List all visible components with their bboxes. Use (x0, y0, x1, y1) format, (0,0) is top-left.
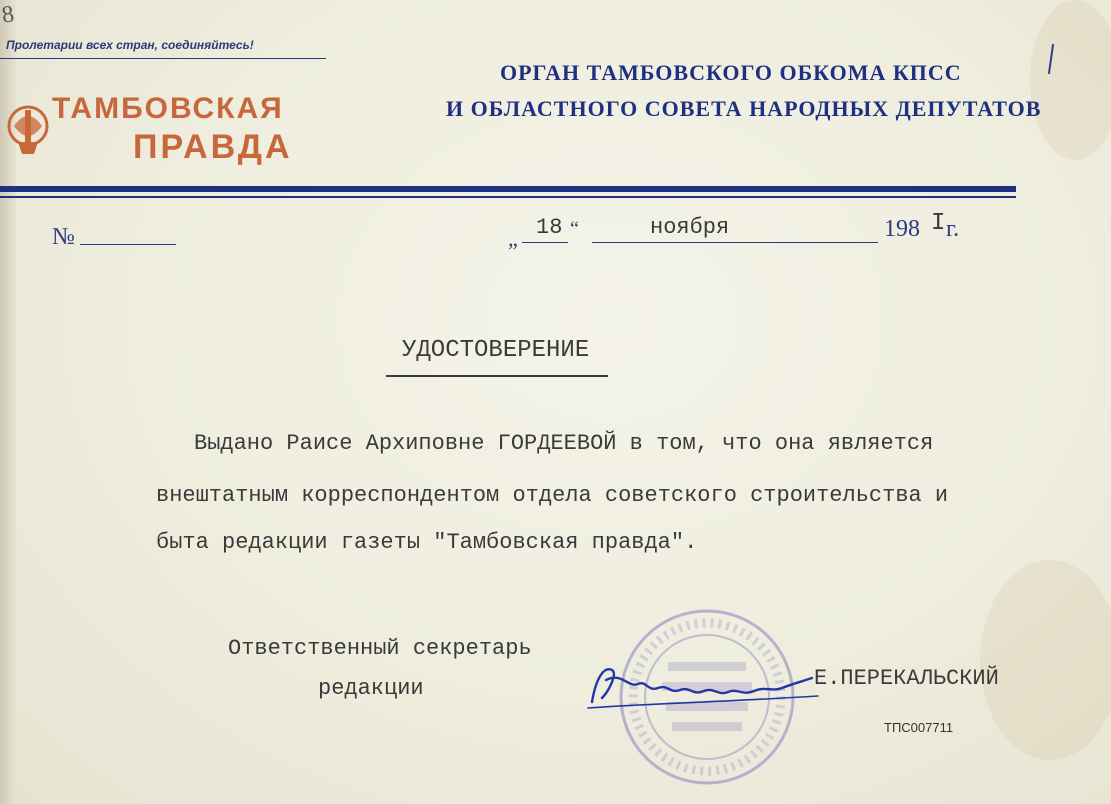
title-underline (386, 375, 608, 377)
signatory-title-line2: редакции (318, 676, 424, 701)
date-year-prefix: 198 (884, 216, 920, 242)
date-day-line (522, 242, 568, 243)
date-day: 18 (536, 215, 563, 240)
logo-text-line1: ТАМБОВСКАЯ (52, 92, 284, 125)
date-month-line (592, 242, 878, 243)
header-rule (0, 186, 1016, 192)
logo-text-line2: ПРАВДА (133, 128, 293, 166)
date-quote-close: “ (570, 218, 579, 240)
number-sign: № (52, 224, 75, 250)
newspaper-emblem-icon (6, 96, 50, 158)
organization-line2: И ОБЛАСТНОГО СОВЕТА НАРОДНЫХ ДЕПУТАТОВ (446, 96, 1042, 121)
signatory-title-line1: Ответственный секретарь (228, 636, 532, 661)
document-title: УДОСТОВЕРЕНИЕ (402, 337, 590, 364)
slogan-underline (0, 58, 326, 59)
handwritten-number: 8 (0, 1, 16, 29)
paper-stain (980, 560, 1111, 760)
handwritten-signature (582, 658, 822, 714)
date-quote-open: „ (508, 226, 518, 251)
organization-line1: ОРГАН ТАМБОВСКОГО ОБКОМА КПСС (500, 60, 962, 85)
body-line-2: внештатным корреспондентом отдела советского строительства и (156, 483, 949, 508)
header-rule-thin (0, 196, 1016, 198)
body-line-1: Выдано Раисе Архиповне ГОРДЕЕВОЙ в том, что она является (194, 431, 934, 456)
form-code: ТПС007711 (884, 720, 954, 735)
date-year-digit: I (931, 210, 946, 237)
number-blank-line (80, 244, 176, 245)
signatory-name: Е.ПЕРЕКАЛЬСКИЙ (814, 666, 999, 691)
paper-stain (1030, 0, 1111, 160)
body-line-3: быта редакции газеты "Тамбовская правда". (156, 530, 698, 555)
date-month: ноября (650, 215, 730, 240)
date-year-suffix: г. (946, 216, 960, 242)
slogan: Пролетарии всех стран, соединяйтесь! (6, 38, 254, 52)
